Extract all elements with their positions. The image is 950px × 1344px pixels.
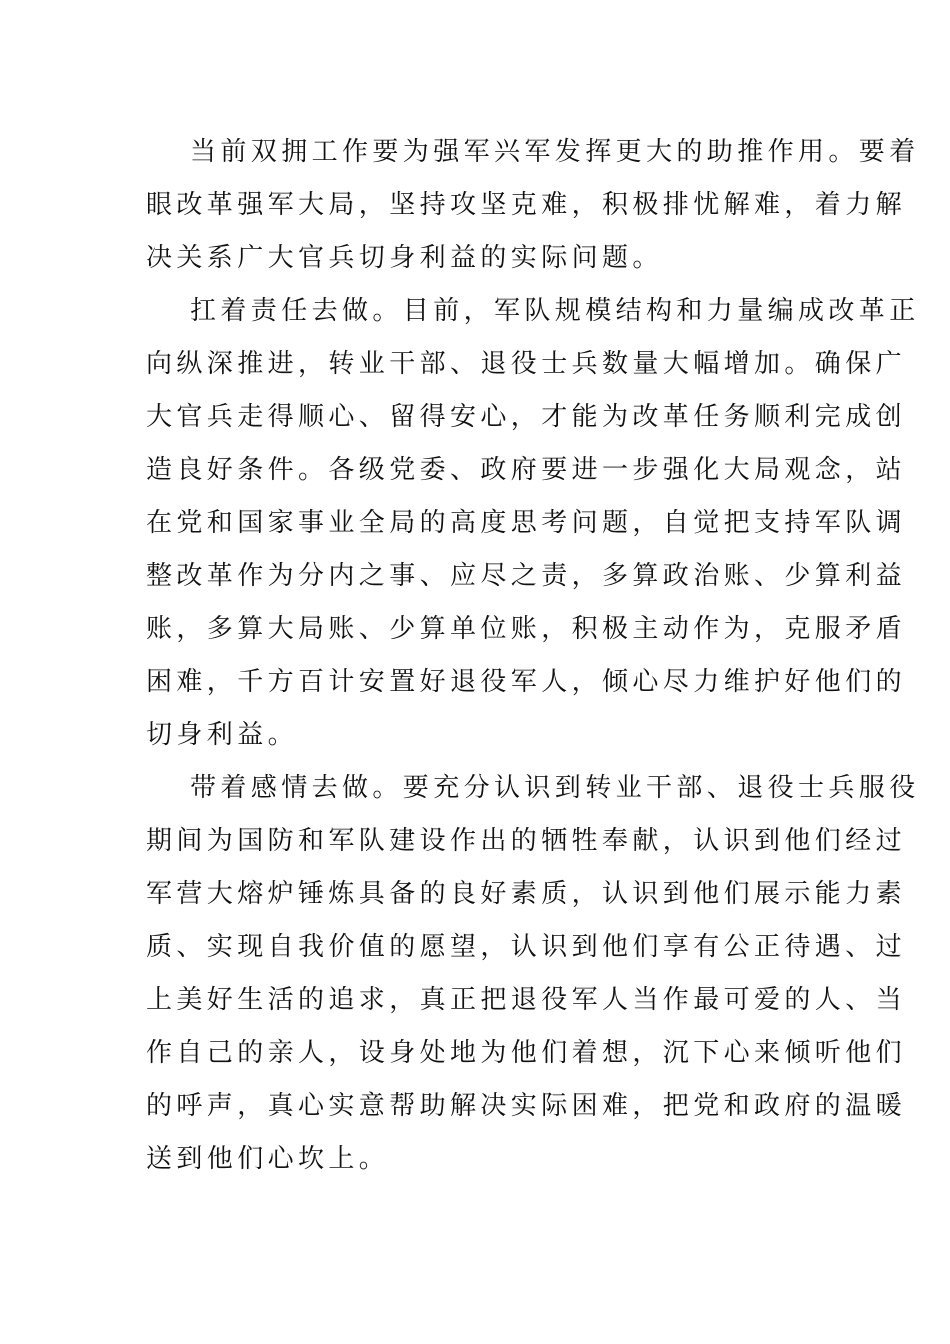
text-line: 军营大熔炉锤炼具备的良好素质，认识到他们展示能力素: [146, 879, 907, 909]
text-line: 切身利益。: [146, 720, 299, 750]
text-line: 上美好生活的追求，真正把退役军人当作最可爱的人、当: [146, 985, 907, 1015]
text-line: 扛着责任去做。目前，军队规模结构和力量编成改革正: [190, 296, 920, 326]
paragraph-intro: [146, 126, 920, 285]
text-line: 困难，千方百计安置好退役军人，倾心尽力维护好他们的: [146, 667, 907, 697]
text-line: 质、实现自我价值的愿望，认识到他们享有公正待遇、过: [146, 932, 907, 962]
text-line: 账，多算大局账、少算单位账，积极主动作为，克服矛盾: [146, 614, 907, 644]
text-line: 当前双拥工作要为强军兴军发挥更大的助推作用。要着: [190, 137, 920, 167]
text-line: 作自己的亲人，设身处地为他们着想，沉下心来倾听他们: [146, 1038, 907, 1068]
text-line: 造良好条件。各级党委、政府要进一步强化大局观念，站: [146, 455, 907, 485]
text-line: 期间为国防和军队建设作出的牺牲奉献，认识到他们经过: [146, 826, 907, 856]
text-line: 的呼声，真心实意帮助解决实际困难，把党和政府的温暖: [146, 1091, 907, 1121]
text-line: 带着感情去做。要充分认识到转业干部、退役士兵服役: [190, 773, 920, 803]
document-body: [146, 126, 920, 1186]
text-line: 向纵深推进，转业干部、退役士兵数量大幅增加。确保广: [146, 349, 907, 379]
text-line: 决关系广大官兵切身利益的实际问题。: [146, 243, 663, 273]
paragraph-responsibility: [146, 285, 920, 762]
text-line: 送到他们心坎上。: [146, 1144, 390, 1174]
paragraph-emotion: [146, 762, 920, 1186]
text-line: 眼改革强军大局，坚持攻坚克难，积极排忧解难，着力解: [146, 190, 907, 220]
text-line: 在党和国家事业全局的高度思考问题，自觉把支持军队调: [146, 508, 907, 538]
text-line: 整改革作为分内之事、应尽之责，多算政治账、少算利益: [146, 561, 907, 591]
text-line: 大官兵走得顺心、留得安心，才能为改革任务顺利完成创: [146, 402, 907, 432]
